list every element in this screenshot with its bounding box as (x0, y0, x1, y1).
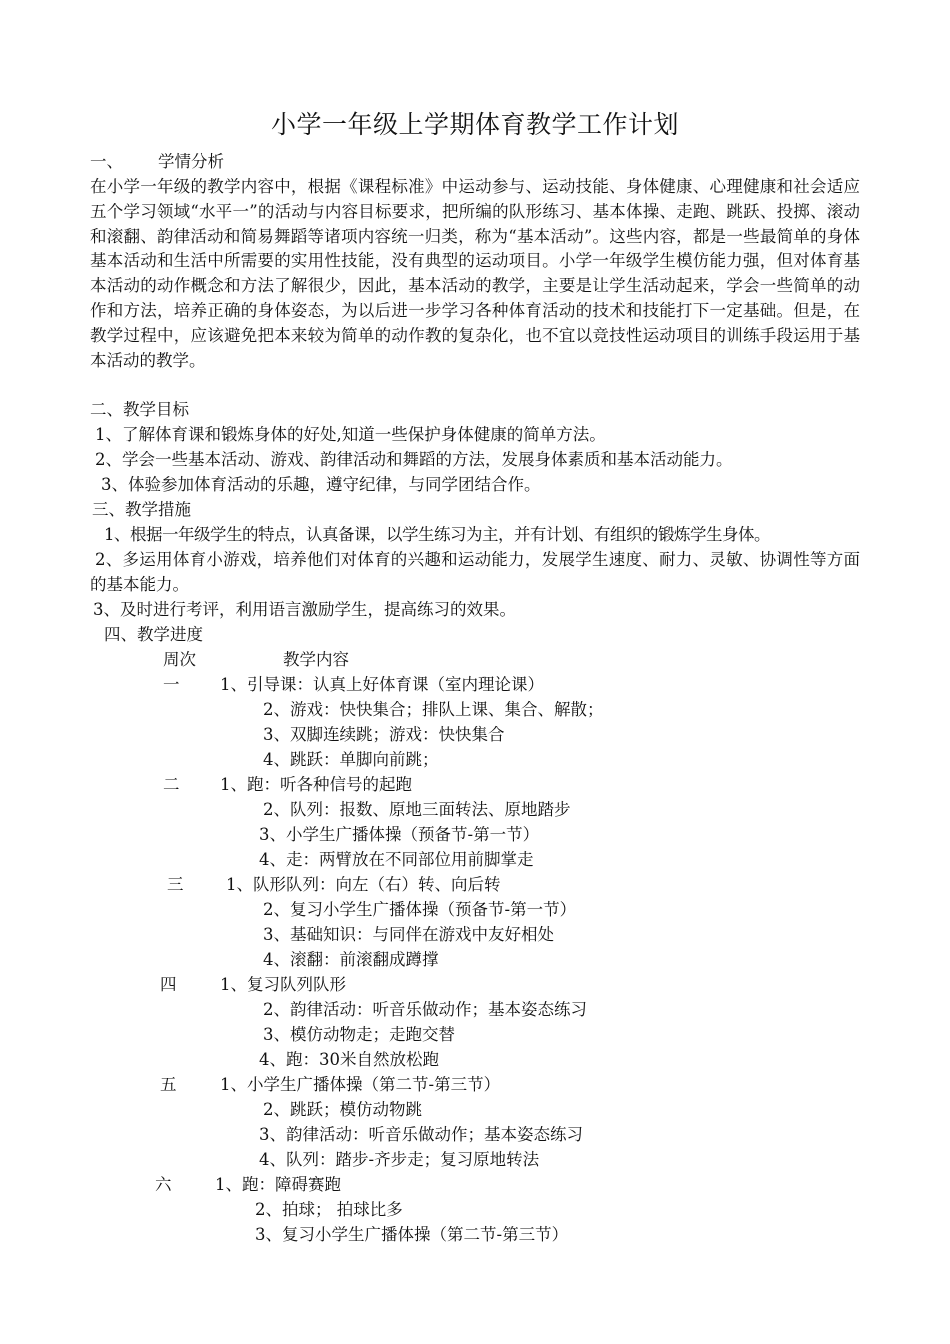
week-item: 3、复习小学生广播体操（第二节-第三节） (255, 1225, 569, 1244)
week-label: 二 (163, 775, 180, 794)
week-item: 3、双脚连续跳；游戏：快快集合 (263, 725, 505, 744)
week-label: 六 (155, 1175, 172, 1194)
measure-item: 2、多运用体育小游戏，培养他们对体育的兴趣和运动能力，发展学生速度、耐力、灵敏、协调性等方面的基本能力。 (90, 550, 860, 594)
section4-heading: 四、教学进度 (104, 625, 203, 644)
week-item: 1、小学生广播体操（第二节-第三节） (220, 1075, 501, 1094)
week-item: 2、游戏：快快集合；排队上课、集合、解散； (263, 700, 604, 719)
section2-heading: 二、教学目标 (90, 400, 189, 419)
week-item: 1、跑：障碍赛跑 (215, 1175, 341, 1194)
week-item: 2、复习小学生广播体操（预备节-第一节） (263, 900, 577, 919)
week-label: 一 (163, 675, 180, 694)
week-item: 3、模仿动物走；走跑交替 (263, 1025, 455, 1044)
week-item: 4、滚翻：前滚翻成蹲撑 (263, 950, 439, 969)
section3-heading: 三、教学措施 (92, 500, 191, 519)
goal-item: 2、学会一些基本活动、游戏、韵律活动和舞蹈的方法，发展身体素质和基本活动能力。 (95, 450, 733, 469)
schedule-column-content: 教学内容 (283, 650, 349, 669)
week-item: 4、走：两臂放在不同部位用前脚掌走 (259, 850, 534, 869)
week-item: 2、队列：报数、原地三面转法、原地踏步 (263, 800, 571, 819)
week-item: 3、韵律活动：听音乐做动作；基本姿态练习 (259, 1125, 583, 1144)
week-item: 1、队形队列：向左（右）转、向后转 (226, 875, 501, 894)
week-label: 四 (160, 975, 177, 994)
week-item: 3、小学生广播体操（预备节-第一节） (259, 825, 540, 844)
week-label: 三 (167, 875, 184, 894)
week-item: 1、引导课：认真上好体育课（室内理论课） (220, 675, 544, 694)
week-item: 4、队列：踏步-齐步走；复习原地转法 (259, 1150, 540, 1169)
week-item: 1、跑：听各种信号的起跑 (220, 775, 412, 794)
week-item: 4、跑：30米自然放松跑 (259, 1050, 439, 1069)
week-item: 3、基础知识：与同伴在游戏中友好相处 (263, 925, 554, 944)
goal-item: 1、了解体育课和锻炼身体的好处,知道一些保护身体健康的简单方法。 (95, 425, 606, 444)
section1-number: 一、 (90, 152, 123, 171)
week-label: 五 (160, 1075, 177, 1094)
schedule-column-week: 周次 (163, 650, 196, 669)
week-item: 2、跳跃；模仿动物跳 (263, 1100, 422, 1119)
goal-item: 3、体验参加体育活动的乐趣，遵守纪律，与同学团结合作。 (101, 475, 541, 494)
week-item: 2、拍球； 拍球比多 (255, 1200, 403, 1219)
document-title: 小学一年级上学期体育教学工作计划 (270, 110, 679, 139)
measure-item: 3、及时进行考评，利用语言激励学生，提高练习的效果。 (93, 600, 516, 619)
week-item: 4、跳跃：单脚向前跳； (263, 750, 439, 769)
section1-paragraph: 在小学一年级的教学内容中，根据《课程标准》中运动参与、运动技能、身体健康、心理健康和社会适应五个学习领域“水平一”的活动与内容目标要求，把所编的队形练习、基本体操、走跑、跳跃、投掷、滚动和滚翻、韵律活动和简易舞蹈等诸项内容统一归类，称为“基本活动”。这些内容，都是一些最简单的身体基本活动和生活中所需要的实用性技能，没有典型的运动项目。小学一年级学生模仿能力强，但对体育基本活动的动作概念和方法了解很少，因此，基本活动的教学，主要是让学生活动起来，学会一些简单的动作和方法，培养正确的身体姿态，为以后进一步学习各种体育活动的技术和技能打下一定基础。但是，在教学过程中，应该避免把本来较为简单的动作教的复杂化，也不宜以竞技性运动项目的训练手段运用于基本活动的教学。 (90, 177, 860, 370)
week-item: 1、复习队列队形 (220, 975, 346, 994)
week-item: 2、韵律活动：听音乐做动作；基本姿态练习 (263, 1000, 587, 1019)
section1-heading: 学情分析 (158, 152, 224, 171)
measure-item: 1、根据一年级学生的特点，认真备课，以学生练习为主，并有计划、有组织的锻炼学生身体。 (104, 525, 770, 544)
